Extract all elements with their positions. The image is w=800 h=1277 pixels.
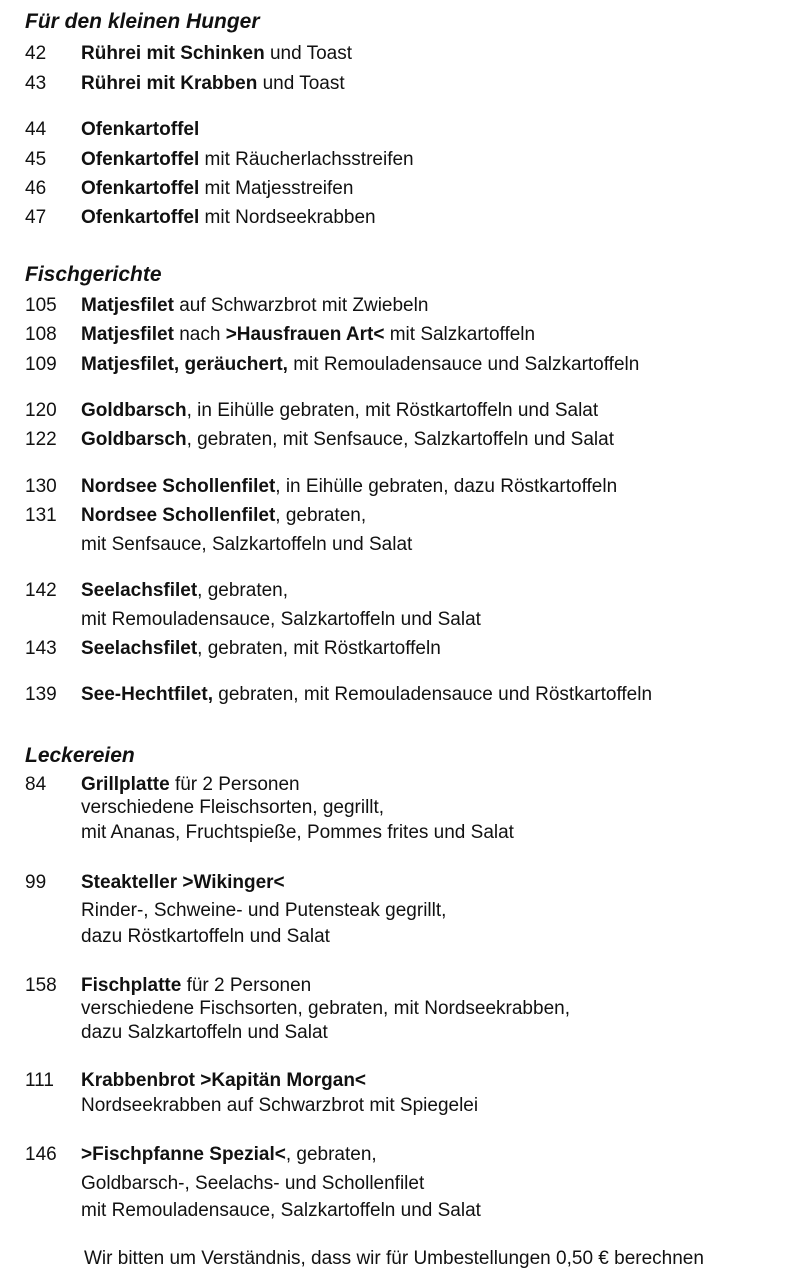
- menu-item-number: 139: [25, 684, 57, 705]
- dish-description: mit Senfsauce, Salzkartoffeln und Salat: [81, 534, 413, 555]
- menu-item-number: 44: [25, 119, 47, 140]
- menu-item-number: 45: [25, 149, 47, 170]
- menu-item-text: [81, 148, 414, 172]
- dish-name: Ofenkartoffel: [81, 119, 200, 140]
- dish-description: für 2 Personen: [181, 975, 312, 996]
- menu-item-text: [81, 504, 366, 528]
- menu-item-text: [81, 796, 384, 820]
- dish-description: dazu Salzkartoffeln und Salat: [81, 1022, 328, 1043]
- menu-item-number: 46: [25, 178, 47, 199]
- menu-item-text: [81, 428, 614, 452]
- dish-description: , gebraten, mit Senfsauce, Salzkartoffeln und Salat: [186, 429, 614, 450]
- dish-description: und Toast: [264, 43, 353, 64]
- dish-description: , gebraten, mit Röstkartoffeln: [197, 638, 441, 659]
- dish-description: gebraten, mit Remouladensauce und Röstkartoffeln: [212, 684, 653, 705]
- menu-item-number: 47: [25, 207, 47, 228]
- section-heading: Leckereien: [25, 744, 135, 767]
- dish-description: dazu Röstkartoffeln und Salat: [81, 926, 330, 947]
- dish-description: verschiedene Fischsorten, gebraten, mit Nordseekrabben,: [81, 998, 570, 1019]
- menu-item-text: [81, 475, 617, 499]
- menu-item-text: [81, 1172, 424, 1196]
- dish-description: für 2 Personen: [169, 774, 300, 795]
- menu-item-number: 109: [25, 354, 57, 375]
- dish-name: Ofenkartoffel: [81, 178, 200, 199]
- menu-item-text: [81, 42, 352, 66]
- dish-description: , gebraten,: [285, 1144, 377, 1165]
- dish-description: mit Nordseekrabben: [199, 207, 376, 228]
- dish-description: mit Salzkartoffeln: [384, 324, 536, 345]
- dish-name: Krabbenbrot >Kapitän Morgan<: [81, 1070, 367, 1091]
- dish-name: Nordsee Schollenfilet: [81, 505, 276, 526]
- menu-item-number: 43: [25, 73, 47, 94]
- dish-name: Fischplatte: [81, 975, 182, 996]
- menu-item-text: [81, 323, 535, 347]
- dish-name: See-Hechtfilet,: [81, 684, 213, 705]
- dish-description: mit Remouladensauce und Salzkartoffeln: [287, 354, 640, 375]
- menu-item-text: [81, 1143, 377, 1167]
- menu-item-text: [81, 533, 412, 557]
- dish-name: >Hausfrauen Art<: [225, 324, 385, 345]
- menu-item-text: [81, 177, 353, 201]
- dish-name: Matjesfilet, geräuchert,: [81, 354, 288, 375]
- menu-item-text: [81, 353, 639, 377]
- menu-item-text: [81, 637, 441, 661]
- menu-item-number: 146: [25, 1144, 57, 1165]
- menu-item-number: 105: [25, 295, 57, 316]
- menu-item-number: 158: [25, 975, 57, 996]
- dish-name: Goldbarsch: [81, 429, 187, 450]
- menu-item-number: 130: [25, 476, 57, 497]
- dish-description: und Toast: [257, 73, 345, 94]
- dish-description: mit Remouladensauce, Salzkartoffeln und Salat: [81, 1200, 481, 1221]
- menu-item-text: [81, 206, 376, 230]
- menu-item-number: 108: [25, 324, 57, 345]
- menu-item-text: [81, 1021, 328, 1045]
- dish-description: , in Eihülle gebraten, dazu Röstkartoffeln: [275, 476, 618, 497]
- menu-item-text: [81, 925, 330, 949]
- dish-name: Goldbarsch: [81, 400, 187, 421]
- dish-description: mit Matjesstreifen: [199, 178, 354, 199]
- dish-name: >Fischpfanne Spezial<: [81, 1144, 286, 1165]
- dish-name: Rührei mit Schinken: [81, 43, 265, 64]
- menu-item-text: [81, 1069, 366, 1093]
- dish-description: , gebraten,: [275, 505, 367, 526]
- dish-name: Ofenkartoffel: [81, 207, 200, 228]
- menu-item-text: [81, 974, 311, 998]
- dish-name: Ofenkartoffel: [81, 149, 200, 170]
- dish-name: Seelachsfilet: [81, 580, 198, 601]
- menu-item-text: [81, 1199, 481, 1223]
- menu-item-text: [81, 1094, 478, 1118]
- dish-description: Rinder-, Schweine- und Putensteak gegrillt,: [81, 900, 447, 921]
- dish-description: Nordseekrabben auf Schwarzbrot mit Spiegelei: [81, 1095, 479, 1116]
- menu-item-number: 143: [25, 638, 57, 659]
- menu-item-number: 111: [25, 1070, 54, 1091]
- dish-description: auf Schwarzbrot mit Zwiebeln: [173, 295, 429, 316]
- dish-description: Goldbarsch-, Seelachs- und Schollenfilet: [81, 1173, 425, 1194]
- menu-item-number: 131: [25, 505, 57, 526]
- dish-description: verschiedene Fleischsorten, gegrillt,: [81, 797, 385, 818]
- menu-item-text: [81, 72, 345, 96]
- menu-item-number: 122: [25, 429, 57, 450]
- menu-item-number: 142: [25, 580, 57, 601]
- dish-name: Steakteller >Wikinger<: [81, 872, 285, 893]
- footer-note: Wir bitten um Verständnis, dass wir für Umbestellungen 0,50 € berechnen: [84, 1248, 704, 1269]
- dish-name: Matjesfilet: [81, 295, 174, 316]
- menu-item-text: [81, 773, 300, 797]
- dish-description: nach: [173, 324, 226, 345]
- menu-item-text: [81, 871, 285, 895]
- section-heading: Für den kleinen Hunger: [25, 10, 260, 33]
- dish-name: Seelachsfilet: [81, 638, 198, 659]
- dish-description: mit Remouladensauce, Salzkartoffeln und Salat: [81, 609, 481, 630]
- menu-item-text: [81, 683, 652, 707]
- dish-description: mit Ananas, Fruchtspieße, Pommes frites und Salat: [81, 822, 514, 843]
- menu-item-number: 99: [25, 872, 47, 893]
- dish-description: , in Eihülle gebraten, mit Röstkartoffeln und Salat: [186, 400, 599, 421]
- menu-item-text: [81, 608, 481, 632]
- menu-item-text: [81, 821, 514, 845]
- menu-item-text: [81, 899, 446, 923]
- menu-item-number: 84: [25, 774, 47, 795]
- section-heading: Fischgerichte: [25, 263, 162, 286]
- menu-item-text: [81, 997, 570, 1021]
- dish-name: Grillplatte: [81, 774, 170, 795]
- menu-item-number: 120: [25, 400, 57, 421]
- menu-item-text: [81, 399, 598, 423]
- dish-description: , gebraten,: [197, 580, 289, 601]
- dish-name: Matjesfilet: [81, 324, 174, 345]
- dish-name: Rührei mit Krabben: [81, 73, 258, 94]
- menu-item-text: [81, 294, 428, 318]
- menu-item-number: 42: [25, 43, 47, 64]
- dish-description: mit Räucherlachsstreifen: [199, 149, 414, 170]
- menu-item-text: [81, 579, 288, 603]
- dish-name: Nordsee Schollenfilet: [81, 476, 276, 497]
- menu-item-text: [81, 118, 199, 142]
